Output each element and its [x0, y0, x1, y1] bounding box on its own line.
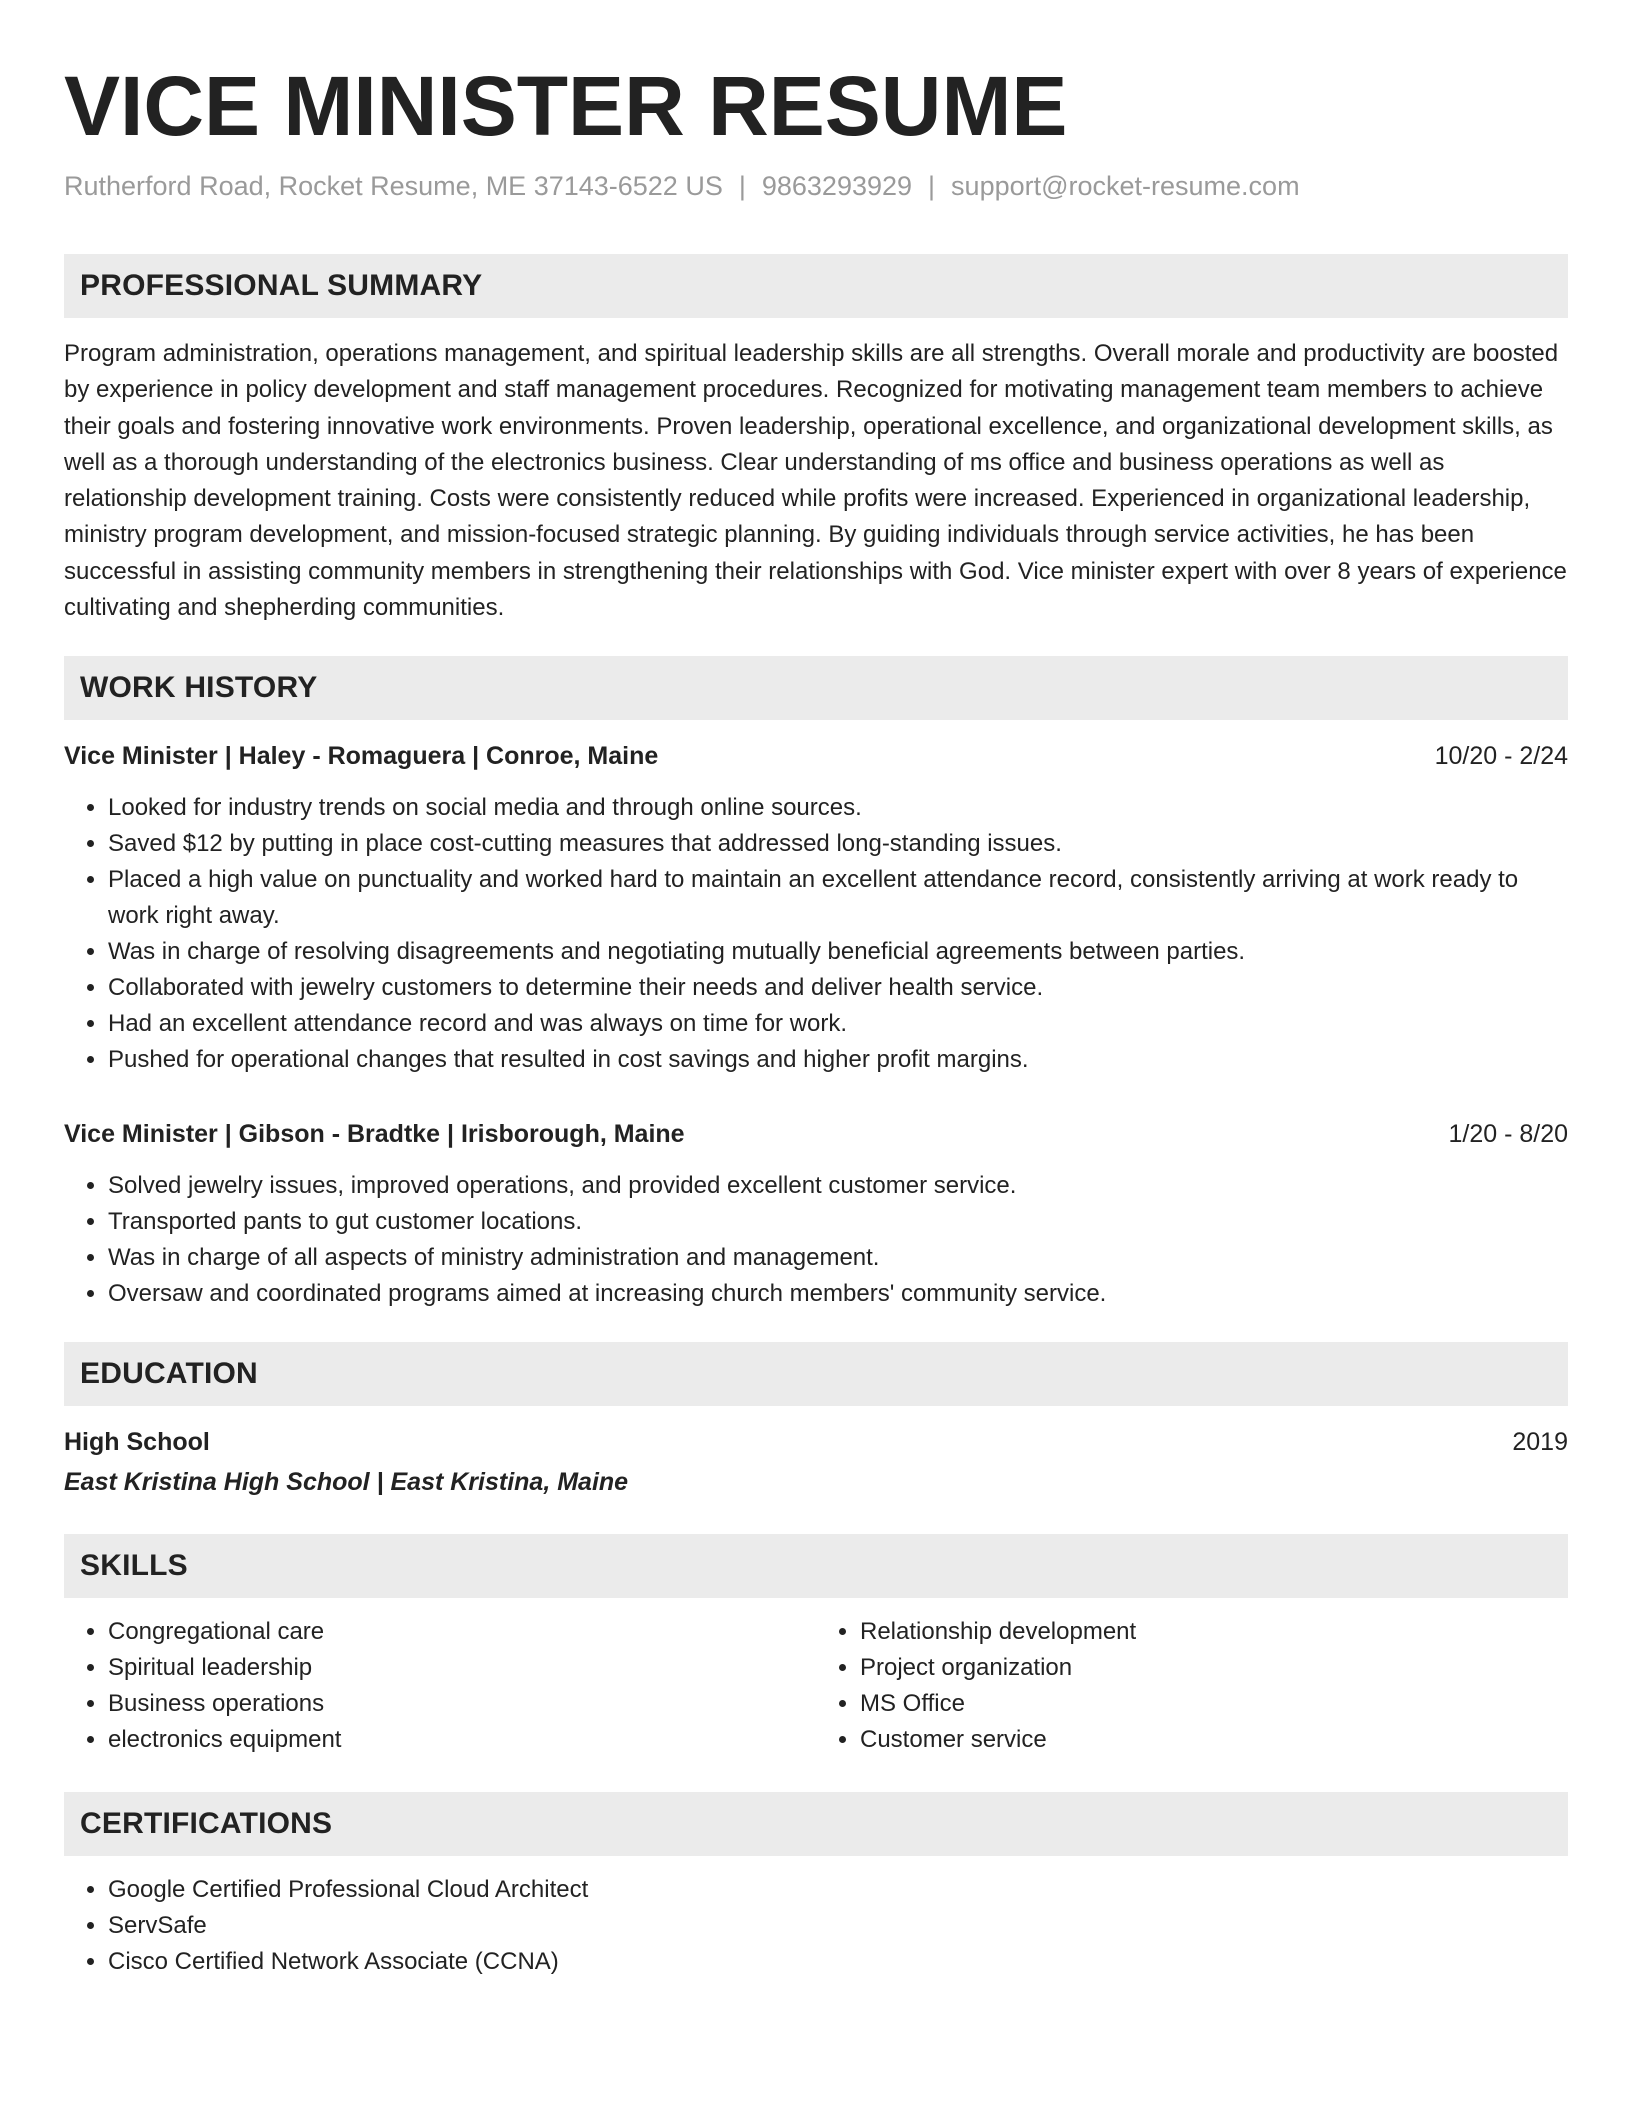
job-dates: 10/20 - 2/24: [1434, 742, 1568, 771]
skill-item: • MS Office: [860, 1686, 1568, 1722]
education-header: [64, 1424, 1568, 1460]
job-bullets: [64, 790, 1568, 1078]
job-title: Vice Minister | Haley - Romaguera | Conroe, Maine: [64, 742, 659, 771]
job-bullet: • Pushed for operational changes that resulted in cost savings and higher profit margins.: [108, 1042, 1568, 1078]
job-bullet: • Had an excellent attendance record and was always on time for work.: [108, 1006, 1568, 1042]
job-bullet: • Was in charge of resolving disagreements and negotiating mutually beneficial agreements between parties.: [108, 934, 1568, 970]
resume-title: VICE MINISTER RESUME: [64, 59, 1068, 153]
education-year: 2019: [1512, 1428, 1568, 1457]
skills-column-right: [812, 1614, 1568, 1758]
certification-item: • ServSafe: [108, 1908, 1568, 1944]
summary-text: Program administration, operations management, and spiritual leadership skills are all strengths. Overall morale and productivity are boosted by experience in policy development and staff management procedures. Recognized for motivating management team members to achieve their goals and fostering innovative work environments. Proven leadership, operational excellence, and organizational development skills, as well as a thorough understanding of the electronics business. Clear understanding of ms office and business operations as well as relationship development training. Costs were consistently reduced while profits were increased. Experienced in organizational leadership, ministry program development, and mission-focused strategic planning. By guiding individuals through service activities, he has been successful in assisting community members in strengthening their relationships with God. Vice minister expert with over 8 years of experience cultivating and shepherding communities.: [64, 340, 1567, 622]
section-header-summary: PROFESSIONAL SUMMARY: [64, 254, 1568, 318]
contact-line: [64, 168, 1568, 204]
contact-address: Rutherford Road, Rocket Resume, ME 37143-6522 US: [64, 171, 723, 201]
section-header-skills: SKILLS: [64, 1534, 1568, 1598]
contact-email: support@rocket-resume.com: [951, 171, 1300, 201]
skills-list: [64, 1614, 1568, 1758]
job-bullet: • Looked for industry trends on social media and through online sources.: [108, 790, 1568, 826]
skill-item: • Congregational care: [108, 1614, 816, 1650]
certification-item: • Google Certified Professional Cloud Architect: [108, 1872, 1568, 1908]
contact-separator: |: [738, 171, 746, 201]
skills-column-left: [64, 1614, 816, 1758]
job-dates: 1/20 - 8/20: [1448, 1120, 1568, 1149]
education-school: East Kristina High School | East Kristina, Maine: [64, 1468, 629, 1497]
skill-item: • Spiritual leadership: [108, 1650, 816, 1686]
job-bullet: • Transported pants to gut customer locations.: [108, 1204, 1568, 1240]
education-degree: High School: [64, 1428, 210, 1457]
skill-item: • Business operations: [108, 1686, 816, 1722]
contact-phone: 9863293929: [761, 171, 913, 201]
job-bullet: • Solved jewelry issues, improved operations, and provided excellent customer service.: [108, 1168, 1568, 1204]
job-bullet: • Placed a high value on punctuality and worked hard to maintain an excellent attendance record, consistently arriving at work ready to work right away.: [108, 862, 1568, 934]
section-header-certifications: CERTIFICATIONS: [64, 1792, 1568, 1856]
certifications-list: [64, 1872, 1568, 1980]
job-bullet: • Was in charge of all aspects of ministry administration and management.: [108, 1240, 1568, 1276]
job-header: [64, 738, 1568, 774]
job-bullet: • Oversaw and coordinated programs aimed at increasing church members' community service.: [108, 1276, 1568, 1312]
certification-item: • Cisco Certified Network Associate (CCNA): [108, 1944, 1568, 1980]
skill-item: • electronics equipment: [108, 1722, 816, 1758]
skill-item: • Customer service: [860, 1722, 1568, 1758]
job-header: [64, 1116, 1568, 1152]
section-header-work-history: WORK HISTORY: [64, 656, 1568, 720]
contact-separator: |: [928, 171, 936, 201]
job-bullet: • Saved $12 by putting in place cost-cutting measures that addressed long-standing issues.: [108, 826, 1568, 862]
job-bullets: [64, 1168, 1568, 1312]
job-title: Vice Minister | Gibson - Bradtke | Irisborough, Maine: [64, 1120, 685, 1149]
skill-item: • Project organization: [860, 1650, 1568, 1686]
section-header-education: EDUCATION: [64, 1342, 1568, 1406]
skill-item: • Relationship development: [860, 1614, 1568, 1650]
job-bullet: • Collaborated with jewelry customers to determine their needs and deliver health service.: [108, 970, 1568, 1006]
